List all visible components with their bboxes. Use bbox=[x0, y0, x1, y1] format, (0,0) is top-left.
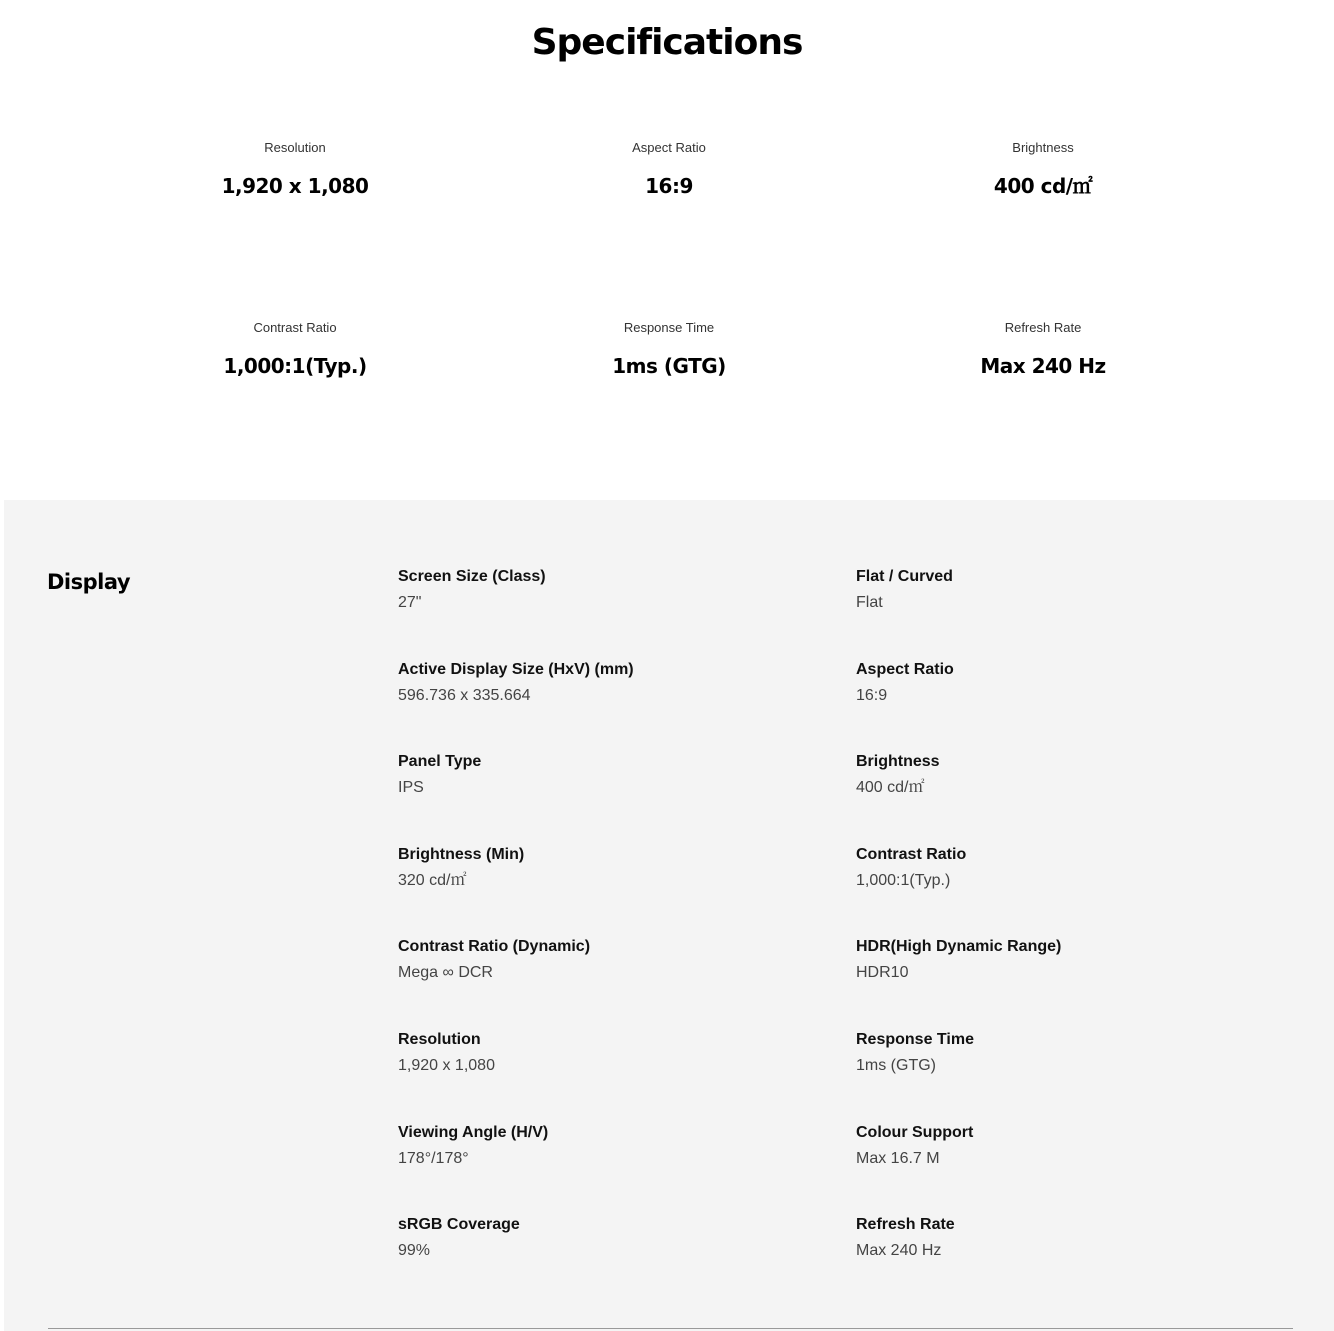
highlight-value: 16:9 bbox=[645, 174, 693, 198]
spec-name: sRGB Coverage bbox=[398, 1216, 520, 1234]
spec-value: 596.736 x 335.664 bbox=[398, 686, 531, 704]
highlight-label: Resolution bbox=[264, 140, 326, 155]
spec-value: HDR10 bbox=[856, 964, 909, 982]
spec-name: Resolution bbox=[398, 1030, 481, 1048]
highlight-label: Aspect Ratio bbox=[632, 140, 706, 155]
spec-item bbox=[856, 936, 1298, 1029]
highlight-brightness bbox=[856, 138, 1230, 318]
spec-item bbox=[856, 1122, 1298, 1215]
spec-item bbox=[398, 751, 856, 844]
spec-item bbox=[398, 1214, 856, 1307]
spec-name: Brightness (Min) bbox=[398, 845, 525, 863]
spec-name: Aspect Ratio bbox=[856, 660, 954, 678]
spec-name: HDR(High Dynamic Range) bbox=[856, 938, 1062, 956]
page-title: Specifications bbox=[531, 22, 803, 63]
highlight-value: 1,920 x 1,080 bbox=[221, 174, 369, 198]
spec-item bbox=[398, 566, 856, 659]
spec-item bbox=[398, 1029, 856, 1122]
spec-name: Screen Size (Class) bbox=[398, 568, 546, 585]
spec-value: 27" bbox=[398, 594, 422, 611]
spec-item bbox=[856, 844, 1298, 937]
section-divider bbox=[48, 1328, 1293, 1329]
spec-value: Max 16.7 M bbox=[856, 1149, 940, 1167]
spec-grid bbox=[398, 566, 1298, 1307]
highlight-aspect-ratio bbox=[482, 138, 856, 318]
spec-name: Refresh Rate bbox=[856, 1216, 955, 1234]
spec-item bbox=[856, 659, 1298, 752]
spec-item bbox=[856, 1214, 1298, 1307]
spec-item bbox=[398, 936, 856, 1029]
spec-item bbox=[398, 1122, 856, 1215]
spec-item bbox=[398, 659, 856, 752]
highlight-value: 1ms (GTG) bbox=[612, 354, 726, 378]
spec-item bbox=[856, 1029, 1298, 1122]
spec-value: IPS bbox=[398, 779, 424, 797]
highlight-refresh-rate bbox=[856, 318, 1230, 498]
highlight-label: Response Time bbox=[623, 320, 715, 335]
highlight-response-time bbox=[482, 318, 856, 498]
spec-value: 320 cd/㎡ bbox=[398, 871, 467, 889]
highlight-value: Max 240 Hz bbox=[980, 354, 1106, 378]
display-spec-section bbox=[4, 500, 1334, 1331]
highlight-label: Brightness bbox=[1012, 140, 1074, 155]
spec-name: Brightness bbox=[856, 753, 940, 771]
spec-name: Colour Support bbox=[856, 1123, 974, 1141]
spec-value: 400 cd/㎡ bbox=[856, 779, 925, 797]
spec-item bbox=[856, 751, 1298, 844]
spec-value: Mega ∞ DCR bbox=[398, 964, 493, 982]
highlight-resolution bbox=[108, 138, 482, 318]
spec-item bbox=[856, 566, 1298, 659]
spec-highlights bbox=[108, 138, 1230, 498]
spec-name: Contrast Ratio bbox=[856, 845, 967, 863]
spec-name: Contrast Ratio (Dynamic) bbox=[398, 938, 591, 956]
highlight-label: Refresh Rate bbox=[1004, 320, 1082, 335]
highlight-value: 1,000:1(Typ.) bbox=[223, 354, 367, 378]
spec-name: Viewing Angle (H/V) bbox=[398, 1123, 549, 1141]
spec-name: Active Display Size (HxV) (mm) bbox=[398, 660, 634, 678]
spec-value: 1ms (GTG) bbox=[856, 1056, 936, 1074]
spec-item bbox=[398, 844, 856, 937]
spec-name: Response Time bbox=[856, 1030, 974, 1048]
highlight-value: 400 cd/㎡ bbox=[993, 174, 1093, 198]
spec-name: Panel Type bbox=[398, 753, 482, 771]
spec-value: Max 240 Hz bbox=[856, 1242, 942, 1260]
spec-value: 178°/178° bbox=[398, 1149, 469, 1167]
highlight-label: Contrast Ratio bbox=[253, 320, 337, 335]
spec-value: 1,000:1(Typ.) bbox=[856, 871, 951, 889]
spec-name: Flat / Curved bbox=[856, 568, 953, 585]
highlight-contrast-ratio bbox=[108, 318, 482, 498]
spec-value: 1,920 x 1,080 bbox=[398, 1056, 495, 1074]
spec-value: Flat bbox=[856, 594, 883, 611]
spec-value: 16:9 bbox=[856, 686, 888, 704]
section-title: Display bbox=[47, 570, 131, 594]
spec-value: 99% bbox=[398, 1242, 431, 1260]
